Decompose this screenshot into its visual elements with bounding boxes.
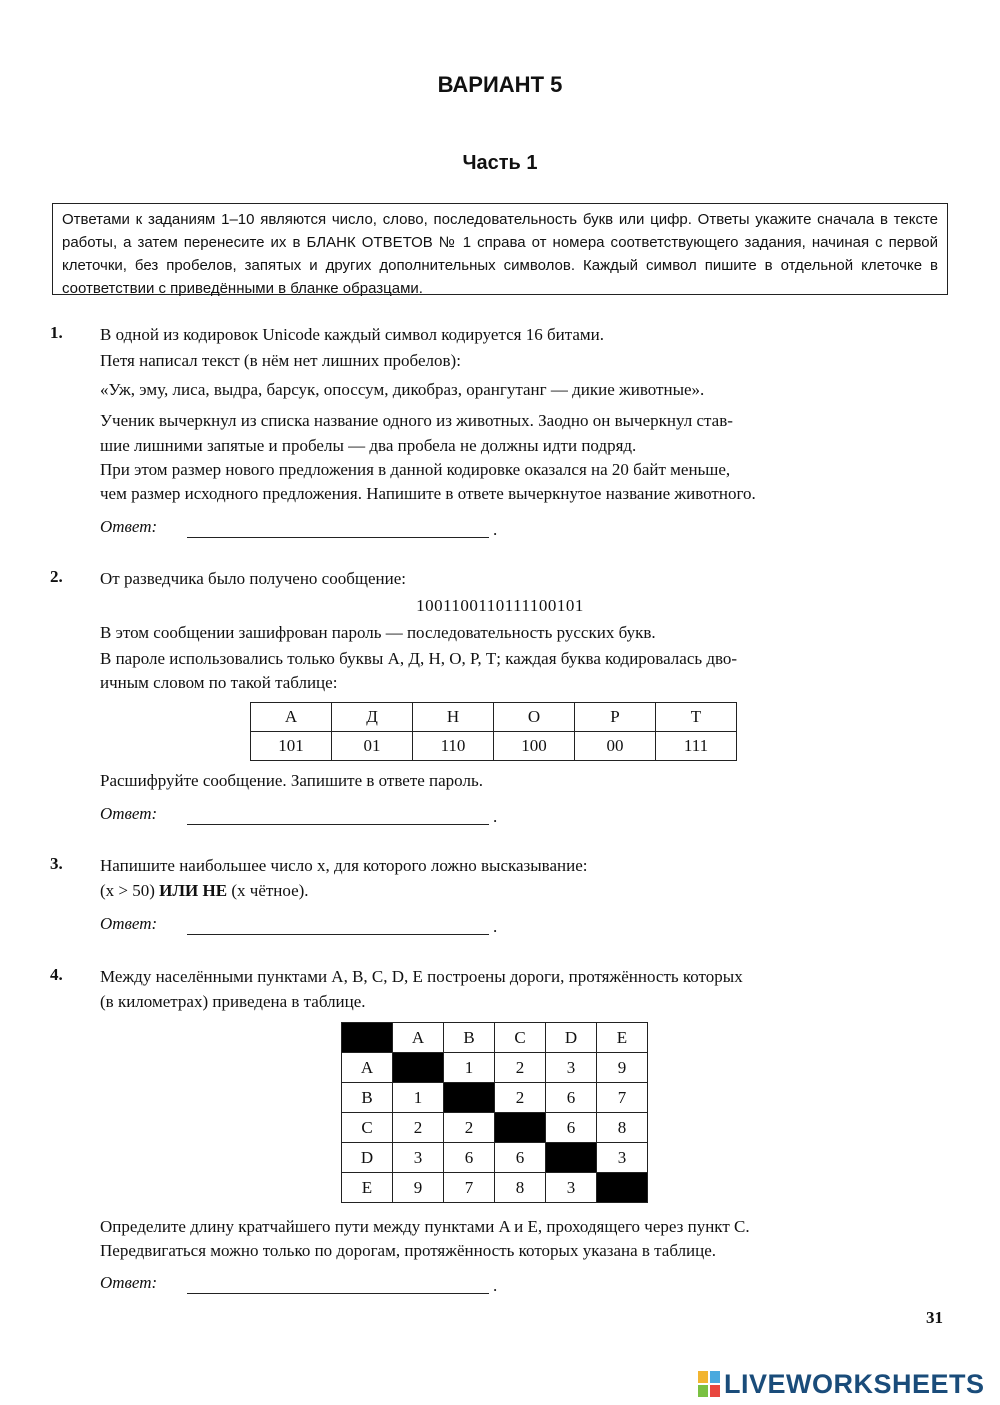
logo-square-icon <box>710 1385 720 1397</box>
code-table-codes-row <box>251 732 737 761</box>
code-table-letter: Т <box>656 703 737 732</box>
code-table-code: 01 <box>332 732 413 761</box>
distance-table-cell: 3 <box>597 1143 648 1173</box>
distance-table-diagonal <box>444 1083 495 1113</box>
task4-after: Определите длину кратчайшего пути между пунктами A и E, проходящего через пункт C. <box>100 1217 750 1236</box>
task1-number: 1. <box>50 323 63 342</box>
task3-condition-c: (x чётное). <box>231 881 309 900</box>
code-table-code: 110 <box>413 732 494 761</box>
task2-message: 1001100110111100101 <box>416 596 584 615</box>
distance-table-col-header: A <box>393 1023 444 1053</box>
code-table <box>250 702 737 761</box>
distance-table-col-header: C <box>495 1023 546 1053</box>
distance-table-row-header: C <box>342 1113 393 1143</box>
liveworksheets-logo-icon <box>698 1371 720 1397</box>
code-table-letter: А <box>251 703 332 732</box>
distance-table-row-header: D <box>342 1143 393 1173</box>
distance-table-cell: 8 <box>495 1173 546 1203</box>
task1-answer-dot: . <box>493 520 498 539</box>
task3-answer-label: Ответ: <box>100 914 158 933</box>
distance-table-cell: 6 <box>444 1143 495 1173</box>
part-title: Часть 1 <box>462 152 538 174</box>
logo-square-icon <box>698 1385 708 1397</box>
distance-table-cell: 6 <box>546 1083 597 1113</box>
distance-table-row <box>342 1173 648 1203</box>
code-table-code: 100 <box>494 732 575 761</box>
task2-after: Расшифруйте сообщение. Запишите в ответе пароль. <box>100 771 483 790</box>
distance-table-cell: 6 <box>546 1113 597 1143</box>
task4-line: (в километрах) приведена в таблице. <box>100 992 366 1011</box>
task2-line: ичным словом по такой таблице: <box>100 673 338 692</box>
task1-quote: «Уж, эму, лиса, выдра, барсук, опоссум, дикобраз, орангутанг — дикие животные». <box>100 380 705 399</box>
task4-number: 4. <box>50 965 63 984</box>
task1-line: При этом размер нового предложения в данной кодировке оказался на 20 байт меньше, <box>100 460 731 479</box>
code-table-letter: Д <box>332 703 413 732</box>
task2-number: 2. <box>50 567 63 586</box>
page-number: 31 <box>926 1308 943 1327</box>
task2-answer-dot: . <box>493 807 498 826</box>
task3-answer-field[interactable] <box>187 934 489 935</box>
variant-title: ВАРИАНТ 5 <box>437 72 563 97</box>
distance-table-cell: 2 <box>444 1113 495 1143</box>
code-table-code: 00 <box>575 732 656 761</box>
distance-table-header <box>342 1023 648 1053</box>
distance-table-cell: 2 <box>495 1053 546 1083</box>
task3-answer-dot: . <box>493 917 498 936</box>
task1-line: Петя написал текст (в нём нет лишних пробелов): <box>100 351 461 370</box>
code-table-letters-row <box>251 703 737 732</box>
liveworksheets-logo <box>698 1370 985 1398</box>
code-table-code: 101 <box>251 732 332 761</box>
distance-table-diagonal <box>597 1173 648 1203</box>
distance-table-cell: 7 <box>597 1083 648 1113</box>
distance-table-cell: 7 <box>444 1173 495 1203</box>
task1-answer-field[interactable] <box>187 537 489 538</box>
distance-table-row-header: A <box>342 1053 393 1083</box>
code-table-letter: О <box>494 703 575 732</box>
distance-table-diagonal <box>546 1143 597 1173</box>
task4-answer-dot: . <box>493 1276 498 1295</box>
distance-table-cell: 6 <box>495 1143 546 1173</box>
task2-line: В пароле использовались только буквы А, Д, Н, О, Р, Т; каждая буква кодировалась дво- <box>100 649 738 668</box>
distance-table-col-header: E <box>597 1023 648 1053</box>
task3-line: Напишите наибольшее число x, для которого ложно высказывание: <box>100 856 588 875</box>
distance-table-cell: 1 <box>393 1083 444 1113</box>
distance-table-diagonal <box>393 1053 444 1083</box>
distance-table-cell: 2 <box>495 1083 546 1113</box>
task1-line: Ученик вычеркнул из списка название одного из животных. Заодно он вычеркнул став- <box>100 411 733 430</box>
task2-line: В этом сообщении зашифрован пароль — последовательность русских букв. <box>100 623 656 642</box>
distance-table-cell: 9 <box>393 1173 444 1203</box>
distance-table-row <box>342 1113 648 1143</box>
task3-condition <box>100 879 309 903</box>
distance-table-cell: 9 <box>597 1053 648 1083</box>
task1-line: чем размер исходного предложения. Напишите в ответе вычеркнутое название животного. <box>100 484 756 503</box>
distance-table-cell: 3 <box>393 1143 444 1173</box>
task2-answer-label: Ответ: <box>100 804 158 823</box>
distance-table-row <box>342 1053 648 1083</box>
distance-table-corner <box>342 1023 393 1053</box>
task4-answer-field[interactable] <box>187 1293 489 1294</box>
distance-table-diagonal <box>495 1113 546 1143</box>
distance-table-row <box>342 1083 648 1113</box>
distance-table-col-header: B <box>444 1023 495 1053</box>
distance-table-cell: 1 <box>444 1053 495 1083</box>
distance-table <box>341 1022 648 1203</box>
distance-table-col-header: D <box>546 1023 597 1053</box>
task1-answer-label: Ответ: <box>100 517 158 536</box>
instructions-box: Ответами к заданиям 1–10 являются число, слово, последовательность букв или цифр. Ответы укажите сначала в тексте работы, а затем перенесите их в БЛАНК ОТВЕТОВ № 1 справа от номера соответствующего задания, начиная с первой клеточки, без пробелов, запятых и других дополнительных символов. Каждый символ пишите в отдельной клеточке в соответствии с приведёнными в бланке образцами. <box>52 203 948 295</box>
task2-answer-field[interactable] <box>187 824 489 825</box>
distance-table-cell: 3 <box>546 1053 597 1083</box>
task2-intro: От разведчика было получено сообщение: <box>100 569 406 588</box>
distance-table-row <box>342 1143 648 1173</box>
liveworksheets-logo-text: LIVEWORKSHEETS <box>724 1368 985 1399</box>
task3-condition-a: (x > 50) <box>100 881 155 900</box>
task1-line: В одной из кодировок Unicode каждый символ кодируется 16 битами. <box>100 325 604 344</box>
task4-after: Передвигаться можно только по дорогам, протяжённость которых указана в таблице. <box>100 1241 717 1260</box>
logo-square-icon <box>698 1371 708 1383</box>
code-table-letter: Р <box>575 703 656 732</box>
logo-square-icon <box>710 1371 720 1383</box>
task3-condition-op: ИЛИ НЕ <box>159 881 228 900</box>
code-table-code: 111 <box>656 732 737 761</box>
distance-table-cell: 3 <box>546 1173 597 1203</box>
distance-table-row-header: E <box>342 1173 393 1203</box>
task4-line: Между населёнными пунктами A, B, C, D, E построены дороги, протяжённость которых <box>100 967 743 986</box>
task3-number: 3. <box>50 854 63 873</box>
task1-line: шие лишними запятые и пробелы — два пробела не должны идти подряд. <box>100 436 637 455</box>
distance-table-cell: 2 <box>393 1113 444 1143</box>
task4-answer-label: Ответ: <box>100 1273 158 1292</box>
distance-table-cell: 8 <box>597 1113 648 1143</box>
distance-table-row-header: B <box>342 1083 393 1113</box>
code-table-letter: Н <box>413 703 494 732</box>
